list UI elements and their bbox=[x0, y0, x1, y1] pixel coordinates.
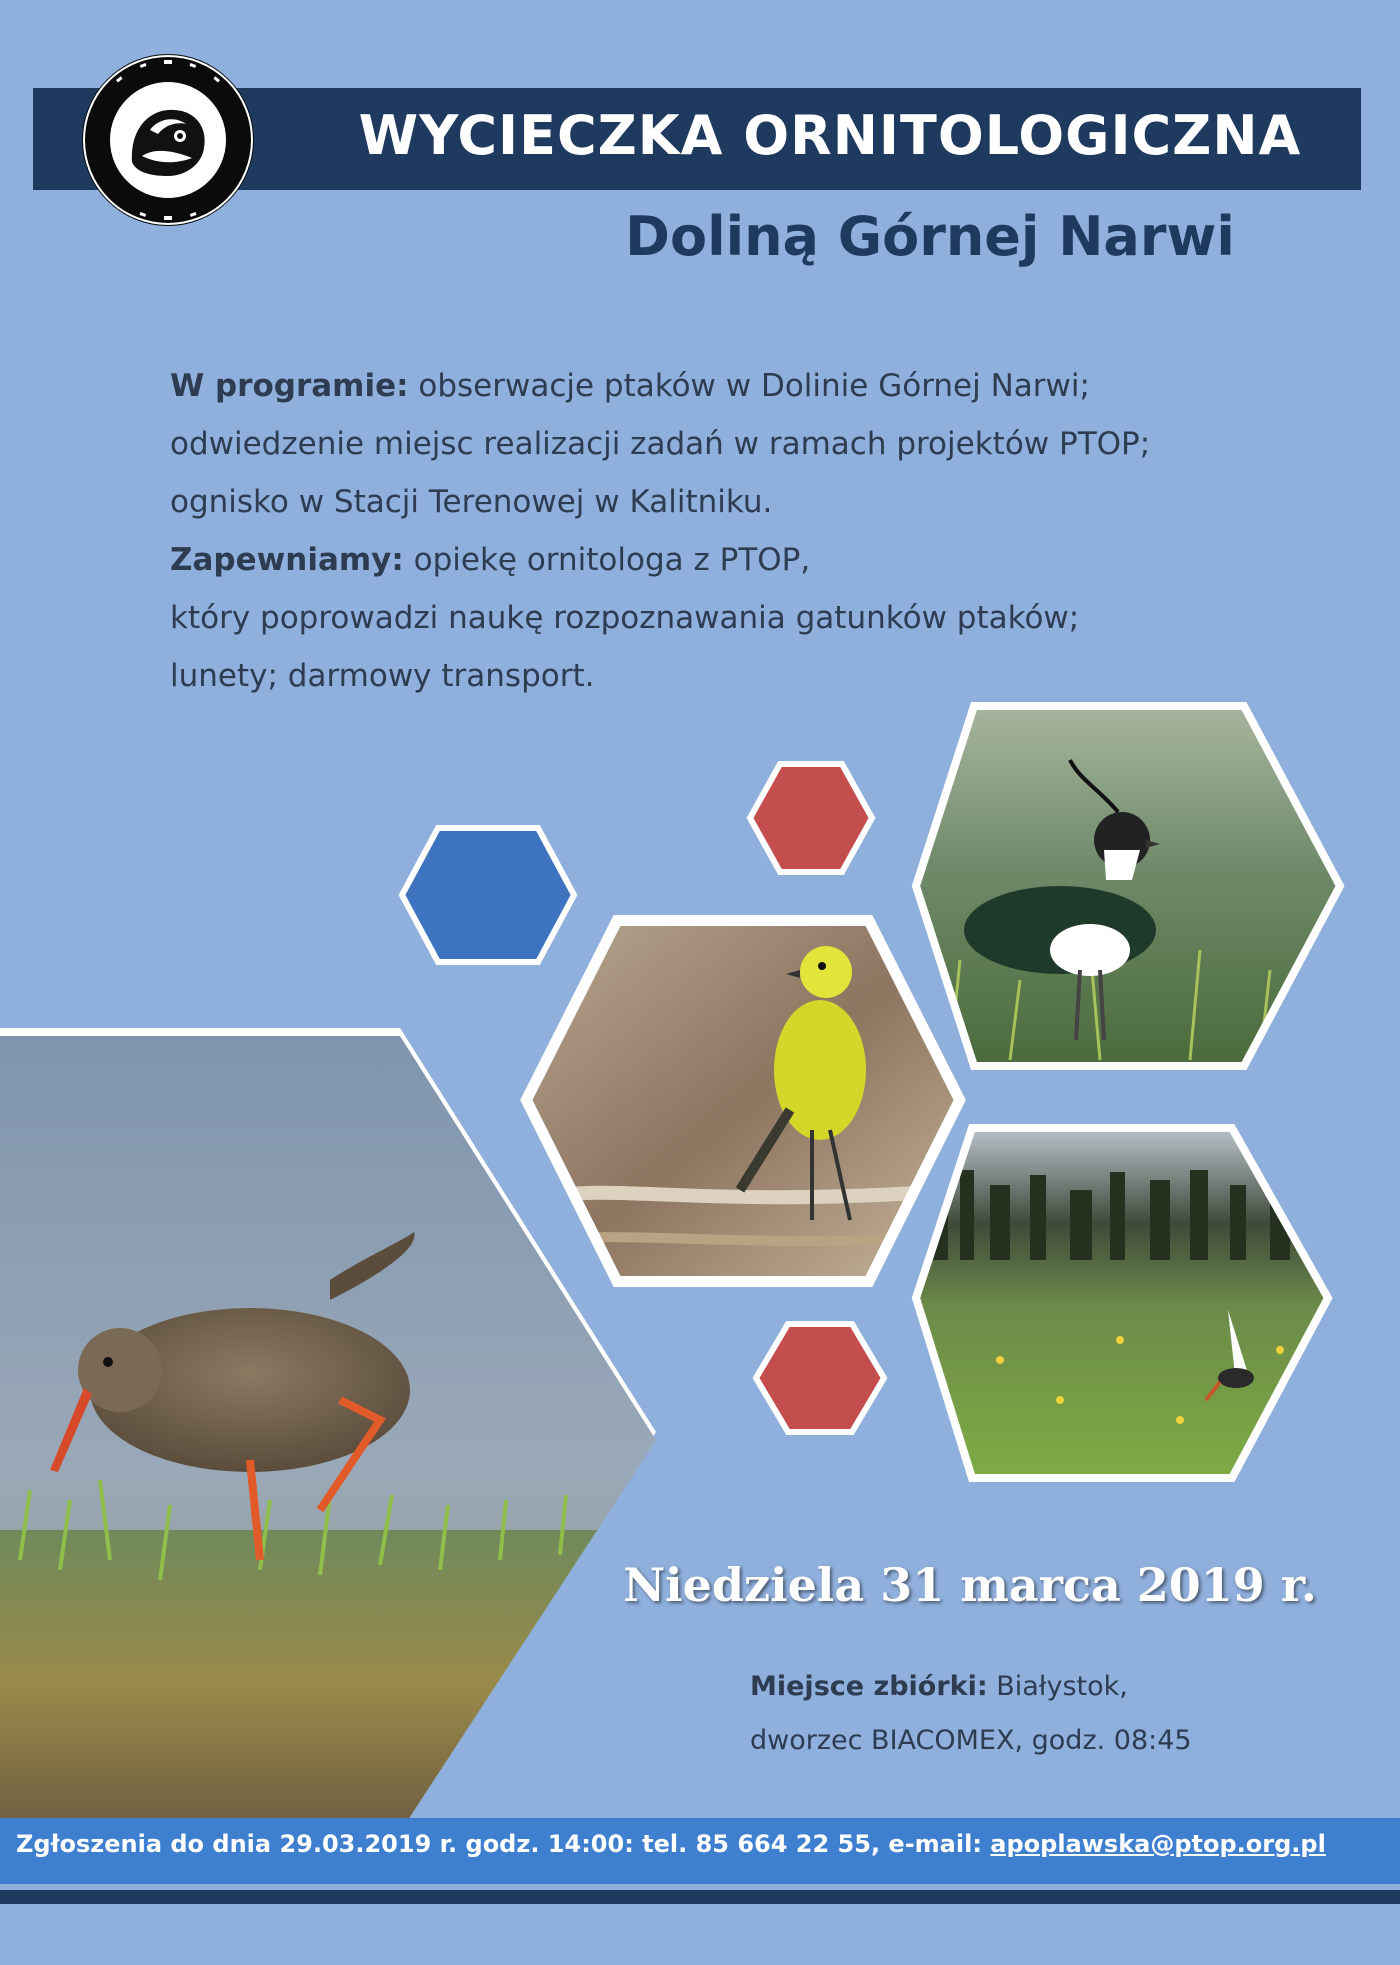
meeting-place: Białystok, bbox=[987, 1671, 1128, 1702]
registration-info bbox=[16, 1830, 1386, 1858]
red-hexagon-top bbox=[750, 764, 872, 872]
email-link[interactable]: apoplawska@ptop.org.pl bbox=[990, 1830, 1326, 1858]
meeting-line-2: dworzec BIACOMEX, godz. 08:45 bbox=[750, 1725, 1192, 1756]
meadow-bird-photo bbox=[910, 1120, 1340, 1490]
meeting-line-1 bbox=[750, 1660, 1350, 1714]
program-line-5: który poprowadzi naukę rozpoznawania gatunków ptaków; bbox=[170, 600, 1080, 636]
program-label: W programie: bbox=[170, 368, 409, 404]
blue-hexagon bbox=[402, 828, 574, 962]
page-title: WYCIECZKA ORNITOLOGICZNA bbox=[358, 104, 1302, 167]
lapwing-photo bbox=[910, 700, 1350, 1070]
event-date: Niedziela 31 marca 2019 r. bbox=[623, 1558, 1317, 1612]
yellow-wagtail-photo bbox=[520, 918, 970, 1288]
bottom-band bbox=[0, 1890, 1400, 1904]
registration-text: Zgłoszenia do dnia 29.03.2019 r. godz. 14:00: tel. 85 664 22 55, e-mail: bbox=[16, 1830, 991, 1858]
meeting-label: Miejsce zbiórki: bbox=[750, 1671, 988, 1702]
program-line-6: lunety; darmowy transport. bbox=[170, 658, 595, 694]
program-line-2: odwiedzenie miejsc realizacji zadań w ramach projektów PTOP; bbox=[170, 426, 1151, 462]
red-hexagon-bottom bbox=[756, 1324, 884, 1432]
provide-label: Zapewniamy: bbox=[170, 542, 404, 578]
provide-text: opiekę ornitologa z PTOP, bbox=[403, 542, 811, 578]
program-line-3: ognisko w Stacji Terenowej w Kalitniku. bbox=[170, 484, 773, 520]
program-intro-text: obserwacje ptaków w Dolinie Górnej Narwi; bbox=[408, 368, 1090, 404]
meeting-info bbox=[750, 1660, 1350, 1768]
page-subtitle: Doliną Górnej Narwi bbox=[625, 205, 1235, 268]
